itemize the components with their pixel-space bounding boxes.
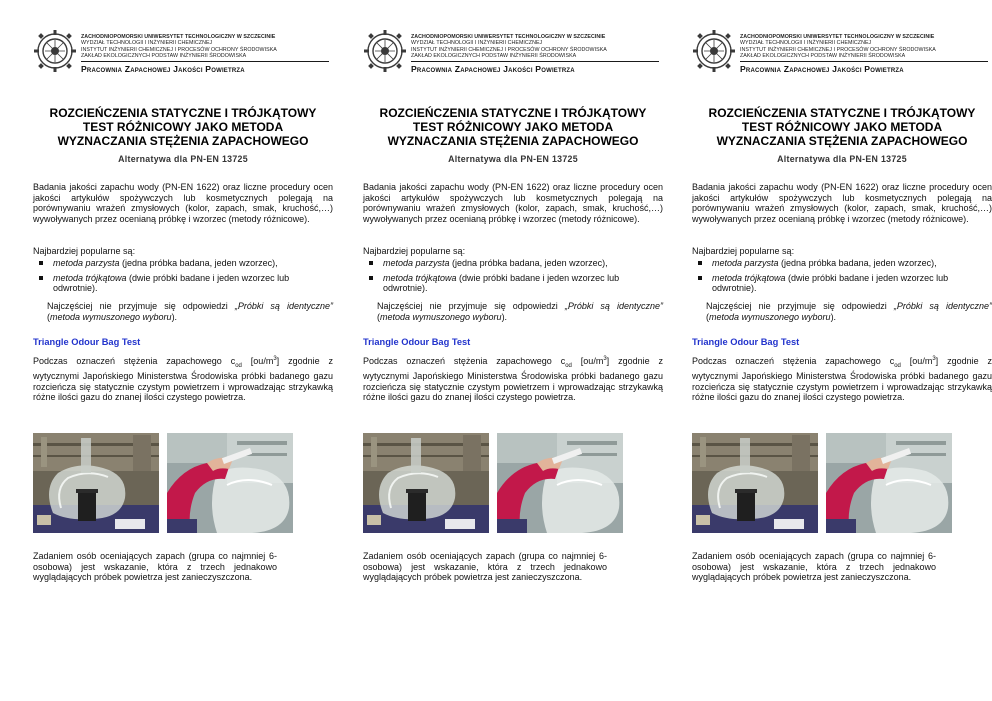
syringe-injection-image (826, 433, 952, 533)
method-description: (jedna próbka badana, jeden wzorzec), (449, 258, 608, 268)
text-run: [ou/m (241, 356, 274, 366)
methods-list (33, 258, 333, 298)
title-line: ROZCIEŃCZENIA STATYCZNE I TRÓJKĄTOWY (708, 106, 976, 120)
title-line: WYZNACZANIA STĘŻENIA ZAPACHOWEGO (57, 134, 309, 148)
title-line: TEST RÓŻNICOWY JAKO METODA (82, 120, 284, 134)
university-name: ZACHODNIOPOMORSKI UNIWERSYTET TECHNOLOGICZNY W SZCZECINIE (411, 34, 606, 40)
text-run: ). (501, 311, 508, 322)
intro-paragraph: Badania jakości zapachu wody (PN-EN 1622) oraz liczne procedury ocen jakości artykułów spożywczych lub kosmetycznych polegają na porównywaniu wrażeń zmysłowych (kolor, zapach, smak, kruchość,…) wywoływanych przez ocenianą próbkę i wzorzec (metody różnicowe). (33, 182, 333, 224)
text-run: Podczas oznaczeń stężenia zapachowego c (692, 356, 895, 366)
faculty-name: WYDZIAŁ TECHNOLOGII I INŻYNIERII CHEMICZNEJ (81, 40, 213, 47)
lab-photo-bag-apparatus (692, 433, 818, 533)
title-line: WYZNACZANIA STĘŻENIA ZAPACHOWEGO (387, 134, 639, 148)
method-name: metoda parzysta (712, 258, 779, 268)
popular-methods-lead: Najbardziej popularne są: (33, 246, 136, 256)
laboratory-name: Pracownia Zapachowej Jakości Powietrza (740, 64, 904, 75)
faculty-name: WYDZIAŁ TECHNOLOGII I INŻYNIERII CHEMICZNEJ (740, 40, 872, 47)
text-run: ( (377, 311, 380, 322)
closing-paragraph: Zadaniem osób oceniających zapach (grupa co najmniej 6-osobowa) jest wskazanie, która z trzech jednakowo wyglądających próbek powietrza jest zanieczyszczona. (692, 551, 936, 582)
text-run: Podczas oznaczeń stężenia zapachowego c (363, 356, 566, 366)
university-gear-logo-icon (33, 28, 77, 74)
method-paragraph (363, 354, 663, 403)
syringe-injection-image (167, 433, 293, 533)
method-description: (dwie próbki badane i jeden wzorzec lub odwrotnie). (53, 272, 290, 293)
university-gear-logo-icon (363, 28, 407, 74)
method-name: metoda trójkątowa (712, 272, 786, 283)
syringe-injection-image (497, 433, 623, 533)
leaflet-panel (363, 0, 663, 701)
closing-paragraph: Zadaniem osób oceniających zapach (grupa co najmniej 6-osobowa) jest wskazanie, która z trzech jednakowo wyglądających próbek powietrza jest zanieczyszczona. (33, 551, 277, 582)
method-paragraph (692, 354, 992, 403)
text-run: Najczęściej nie przyjmuje się odpowiedzi (706, 301, 894, 311)
method-name: metoda trójkątowa (383, 272, 457, 283)
list-item (692, 273, 992, 294)
title-line: ROZCIEŃCZENIA STATYCZNE I TRÓJKĄTOWY (49, 106, 317, 120)
method-name: metoda wymuszonego wyboru (380, 311, 502, 322)
institute-name: INSTYTUT INŻYNIERII CHEMICZNEJ I PROCESÓW OCHRONY ŚRODOWISKA (740, 46, 936, 53)
method-description: (jedna próbka badana, jeden wzorzec), (778, 258, 937, 268)
method-name: metoda parzysta (53, 258, 120, 268)
text-run: [ou/m (900, 356, 933, 366)
institute-name: INSTYTUT INŻYNIERII CHEMICZNEJ I PROCESÓW OCHRONY ŚRODOWISKA (81, 46, 277, 53)
forced-choice-paragraph (47, 301, 333, 322)
superscript: 3 (932, 356, 936, 362)
bag-apparatus-image (363, 433, 489, 533)
closing-paragraph: Zadaniem osób oceniających zapach (grupa co najmniej 6-osobowa) jest wskazanie, która z trzech jednakowo wyglądających próbek powietrza jest zanieczyszczona. (363, 551, 607, 582)
section-heading: Triangle Odour Bag Test (33, 337, 141, 347)
department-name: ZAKŁAD EKOLOGICZNYCH PODSTAW INŻYNIERII ŚRODOWISKA (411, 52, 577, 59)
subscript: od (565, 362, 572, 369)
title-line: ROZCIEŃCZENIA STATYCZNE I TRÓJKĄTOWY (379, 106, 647, 120)
text-run: ] zgodnie z wytycznymi Japońskiego Ministerstwa Środowiska próbki badanego gazu rozcieńcza się statycznie czystym powietrzem i wprowadzając strzykawką różne ilości gazu do znanej ilości czystego powietrza. (692, 356, 992, 403)
university-name: ZACHODNIOPOMORSKI UNIWERSYTET TECHNOLOGICZNY W SZCZECINIE (740, 34, 935, 40)
text-run: ). (830, 311, 837, 322)
method-paragraph (33, 354, 333, 403)
method-name: metoda parzysta (383, 258, 450, 268)
text-run: ] zgodnie z wytycznymi Japońskiego Ministerstwa Środowiska próbki badanego gazu rozcieńcza się statycznie czystym powietrzem i wprowadzając strzykawką różne ilości gazu do znanej ilości czystego powietrza. (363, 356, 663, 403)
university-name: ZACHODNIOPOMORSKI UNIWERSYTET TECHNOLOGICZNY W SZCZECINIE (81, 34, 276, 40)
institution-header (692, 28, 992, 76)
method-name: metoda trójkątowa (53, 272, 127, 283)
list-item (33, 273, 333, 294)
list-item (363, 273, 663, 294)
title-line: TEST RÓŻNICOWY JAKO METODA (412, 120, 614, 134)
intro-paragraph: Badania jakości zapachu wody (PN-EN 1622) oraz liczne procedury ocen jakości artykułów spożywczych lub kosmetycznych polegają na porównywaniu wrażeń zmysłowych (kolor, zapach, smak, kruchość,…) wywoływanych przez ocenianą próbkę i wzorzec (metody różnicowe). (363, 182, 663, 224)
text-run: ). (171, 311, 178, 322)
lab-photo-bag-apparatus (363, 433, 489, 533)
text-run: Najczęściej nie przyjmuje się odpowiedzi (47, 301, 235, 311)
quoted-answer: „Próbki są identyczne” (893, 301, 992, 311)
header-divider (740, 61, 988, 62)
leaflet-title (363, 106, 663, 148)
leaflet-panel (692, 0, 992, 701)
text-run: ] zgodnie z wytycznymi Japońskiego Ministerstwa Środowiska próbki badanego gazu rozcieńcza się statycznie czystym powietrzem i wprowadzając strzykawką różne ilości gazu do znanej ilości czystego powietrza. (33, 356, 333, 403)
institution-header (33, 28, 333, 76)
institution-header (363, 28, 663, 76)
lab-photo-syringe-injection (497, 433, 623, 533)
subscript: od (894, 362, 901, 369)
faculty-name: WYDZIAŁ TECHNOLOGII I INŻYNIERII CHEMICZNEJ (411, 40, 543, 47)
leaflet-panel (33, 0, 333, 701)
forced-choice-paragraph (706, 301, 992, 322)
intro-paragraph: Badania jakości zapachu wody (PN-EN 1622) oraz liczne procedury ocen jakości artykułów spożywczych lub kosmetycznych polegają na porównywaniu wrażeń zmysłowych (kolor, zapach, smak, kruchość,…) wywoływanych przez ocenianą próbkę i wzorzec (metody różnicowe). (692, 182, 992, 224)
text-run: ( (47, 311, 50, 322)
title-line: TEST RÓŻNICOWY JAKO METODA (741, 120, 943, 134)
text-run: [ou/m (571, 356, 604, 366)
leaflet-subtitle: Alternatywa dla PN-EN 13725 (118, 154, 248, 164)
text-run: ( (706, 311, 709, 322)
university-gear-logo-icon (692, 28, 736, 74)
leaflet-title (33, 106, 333, 148)
bag-apparatus-image (33, 433, 159, 533)
method-description: (dwie próbki badane i jeden wzorzec lub odwrotnie). (712, 272, 949, 293)
laboratory-name: Pracownia Zapachowej Jakości Powietrza (411, 64, 575, 75)
superscript: 3 (273, 356, 277, 362)
leaflet-subtitle: Alternatywa dla PN-EN 13725 (448, 154, 578, 164)
methods-list (363, 258, 663, 298)
list-item (692, 258, 992, 269)
institute-name: INSTYTUT INŻYNIERII CHEMICZNEJ I PROCESÓW OCHRONY ŚRODOWISKA (411, 46, 607, 53)
section-heading: Triangle Odour Bag Test (363, 337, 471, 347)
methods-list (692, 258, 992, 298)
lab-photo-bag-apparatus (33, 433, 159, 533)
list-item (33, 258, 333, 269)
method-name: metoda wymuszonego wyboru (709, 311, 831, 322)
bag-apparatus-image (692, 433, 818, 533)
quoted-answer: „Próbki są identyczne” (234, 301, 333, 311)
method-description: (dwie próbki badane i jeden wzorzec lub odwrotnie). (383, 272, 620, 293)
header-divider (411, 61, 659, 62)
superscript: 3 (603, 356, 607, 362)
section-heading: Triangle Odour Bag Test (692, 337, 800, 347)
forced-choice-paragraph (377, 301, 663, 322)
lab-photo-syringe-injection (826, 433, 952, 533)
header-divider (81, 61, 329, 62)
leaflet-subtitle: Alternatywa dla PN-EN 13725 (777, 154, 907, 164)
text-run: Najczęściej nie przyjmuje się odpowiedzi (377, 301, 565, 311)
quoted-answer: „Próbki są identyczne” (564, 301, 663, 311)
method-name: metoda wymuszonego wyboru (50, 311, 172, 322)
list-item (363, 258, 663, 269)
text-run: Podczas oznaczeń stężenia zapachowego c (33, 356, 236, 366)
popular-methods-lead: Najbardziej popularne są: (692, 246, 795, 256)
lab-photo-syringe-injection (167, 433, 293, 533)
popular-methods-lead: Najbardziej popularne są: (363, 246, 466, 256)
department-name: ZAKŁAD EKOLOGICZNYCH PODSTAW INŻYNIERII ŚRODOWISKA (740, 52, 906, 59)
title-line: WYZNACZANIA STĘŻENIA ZAPACHOWEGO (716, 134, 968, 148)
laboratory-name: Pracownia Zapachowej Jakości Powietrza (81, 64, 245, 75)
leaflet-title (692, 106, 992, 148)
subscript: od (235, 362, 242, 369)
method-description: (jedna próbka badana, jeden wzorzec), (119, 258, 278, 268)
department-name: ZAKŁAD EKOLOGICZNYCH PODSTAW INŻYNIERII ŚRODOWISKA (81, 52, 247, 59)
